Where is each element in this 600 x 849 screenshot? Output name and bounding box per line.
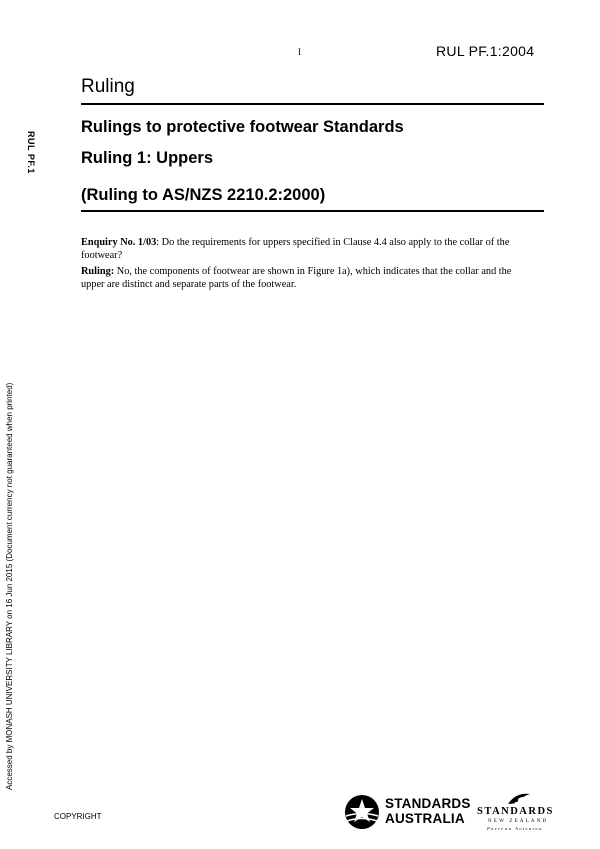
enquiry-label: Enquiry No. 1/03: [81, 237, 157, 248]
standards-nz-wordmark: STANDARDS: [477, 806, 554, 817]
heading-ruling-1: Ruling 1: Uppers: [81, 149, 214, 167]
standards-nz-emblem-icon: [508, 794, 530, 804]
ruling-text: No, the components of footwear are shown in Figure 1a), which indicates that the collar and the upper are distinct and separate parts of the footwear.: [81, 266, 512, 290]
section-title: Ruling: [81, 76, 135, 97]
copyright-label: COPYRIGHT: [54, 812, 102, 821]
standards-nz-subtitle: NEW ZEALAND: [488, 819, 549, 824]
document-code: RUL PF.1:2004: [436, 43, 535, 59]
standards-nz-maori: Paerewa Aotearoa: [487, 826, 543, 831]
enquiry-paragraph: [81, 236, 521, 262]
page-number: I: [298, 47, 301, 57]
heading-divider: [81, 210, 544, 212]
ruling-label: Ruling:: [81, 266, 115, 277]
heading-rulings: Rulings to protective footwear Standards: [81, 118, 404, 136]
side-document-code: RUL PF.1: [26, 131, 36, 174]
enquiry-text: : Do the requirements for uppers specified in Clause 4.4 also apply to the collar of the footwear?: [81, 237, 510, 261]
ruling-paragraph: [81, 265, 521, 291]
access-note: Accessed by MONASH UNIVERSITY LIBRARY on 16 Jun 2015 (Document currency not guaranteed when printed): [5, 382, 14, 790]
standards-australia-wordmark: [385, 796, 471, 826]
title-divider: [81, 103, 544, 105]
sa-line-2: AUSTRALIA: [385, 811, 465, 826]
globe-star-icon: [345, 795, 379, 829]
heading-ruling-to: (Ruling to AS/NZS 2210.2:2000): [81, 186, 326, 204]
sa-line-1: STANDARDS: [385, 796, 471, 811]
